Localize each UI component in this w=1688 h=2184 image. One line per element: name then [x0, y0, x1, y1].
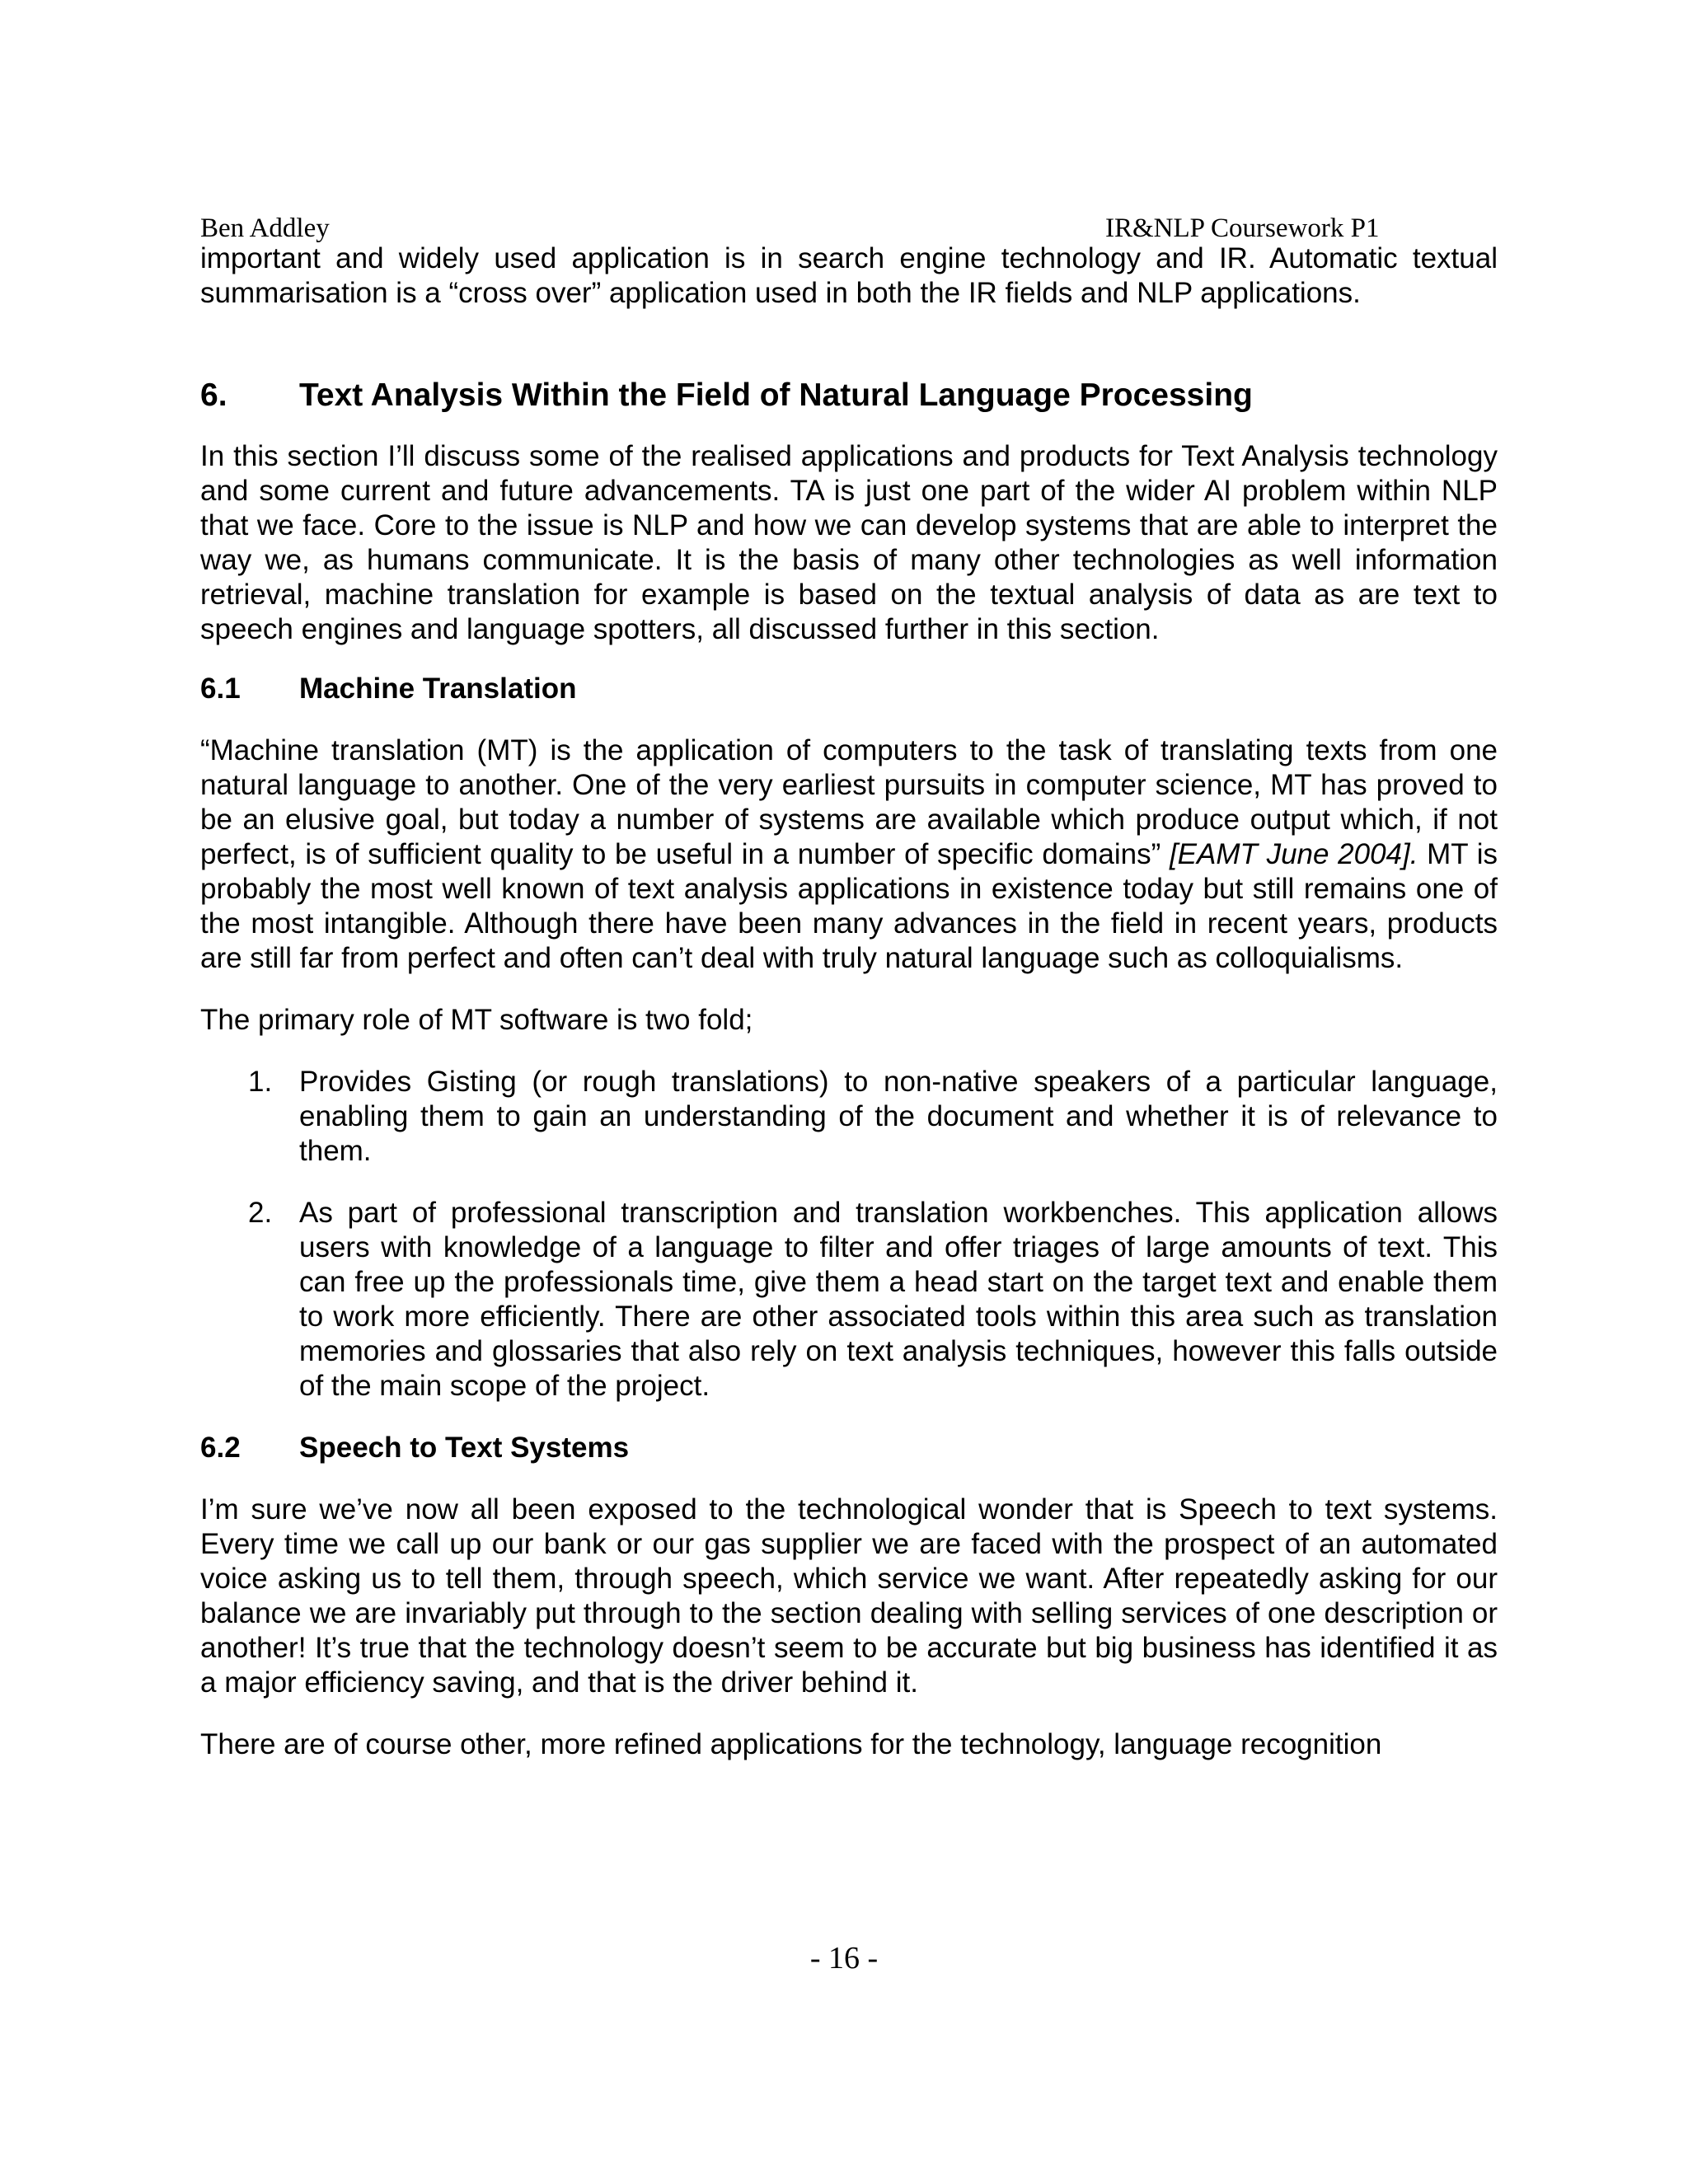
- section-6-1-paragraph: [200, 733, 1498, 976]
- section-6-2-number: 6.2: [200, 1432, 241, 1464]
- section-6-1-title: Machine Translation: [299, 673, 577, 705]
- list-item-text: Provides Gisting (or rough translations) to non-native speakers of a particular language, enabling them to gain an understanding of the document and whether it is of relevance to them.: [299, 1066, 1498, 1167]
- mt-roles-list: [200, 1065, 1498, 1404]
- list-marker: 2.: [248, 1197, 273, 1229]
- list-intro: The primary role of MT software is two fold;: [200, 1004, 753, 1036]
- section-6-1-number: 6.1: [200, 673, 241, 705]
- section-6-2-title: Speech to Text Systems: [299, 1432, 630, 1464]
- section-6-2-paragraph-2: There are of course other, more refined applications for the technology, language recognition: [200, 1728, 1382, 1760]
- list-marker: 1.: [248, 1066, 273, 1098]
- section-6-2-paragraph-1: I’m sure we’ve now all been exposed to the technological wonder that is Speech to text systems. Every time we call up our bank or our gas supplier we are faced with the prospect of an automated voice asking us to tell them, through speech, which service we want. After repeatedly asking for our balance we are invariably put through to the section dealing with selling services of one description or another! It’s true that the technology doesn’t seem to be accurate but big business has identified it as a major efficiency saving, and that is the driver behind it.: [200, 1493, 1498, 1699]
- list-item: [200, 1065, 1498, 1169]
- section-6-2-heading: [200, 1431, 1498, 1465]
- header-author: Ben Addley: [200, 213, 330, 243]
- list-item-text: As part of professional transcription and translation workbenches. This application allows users with knowledge of a language to filter and offer triages of large amounts of text. This can free up the professionals time, give them a head start on the target text and enable them to work more efficiently. There are other associated tools within this area such as translation memories and glossaries that also rely on text analysis techniques, however this falls outside of the main scope of the project.: [299, 1197, 1498, 1402]
- page-body: [200, 241, 1498, 1762]
- section-6-1-heading: [200, 672, 1498, 706]
- section-6-title: Text Analysis Within the Field of Natural Language Processing: [299, 377, 1253, 413]
- list-item: [200, 1196, 1498, 1404]
- mt-citation: [EAMT June 2004].: [1169, 838, 1418, 870]
- section-6-paragraph: In this section I’ll discuss some of the realised applications and products for Text Analysis technology and some current and future advancements. TA is just one part of the wider AI problem within NLP that we face. Core to the issue is NLP and how we can develop systems that are able to interpret the way we, as humans communicate. It is the basis of many other technologies as well information retrieval, machine translation for example is based on the textual analysis of data as are text to speech engines and language spotters, all discussed further in this section.: [200, 440, 1498, 645]
- mt-discussion: MT is probably the most well known of text analysis applications in existence today but still remains one of the most intangible. Although there have been many advances in the field in recent years, products are still far from perfect and often can’t deal with truly natural language such as colloquialisms.: [200, 838, 1498, 974]
- page-number: - 16 -: [809, 1941, 879, 1975]
- section-6-number: 6.: [200, 377, 227, 413]
- section-6-heading: [200, 377, 1498, 415]
- mt-quote: “Machine translation (MT) is the application of computers to the task of translating texts from one natural language to another. One of the very earliest pursuits in computer science, MT has proved to be an elusive goal, but today a number of systems are available which produce output which, if not perfect, is of sufficient quality to be useful in a number of specific domains”: [200, 734, 1498, 870]
- header-course: IR&NLP Coursework P1: [1105, 213, 1380, 243]
- intro-paragraph: important and widely used application is in search engine technology and IR. Automatic textual summarisation is a “cross over” application used in both the IR fields and NLP applications.: [200, 242, 1498, 309]
